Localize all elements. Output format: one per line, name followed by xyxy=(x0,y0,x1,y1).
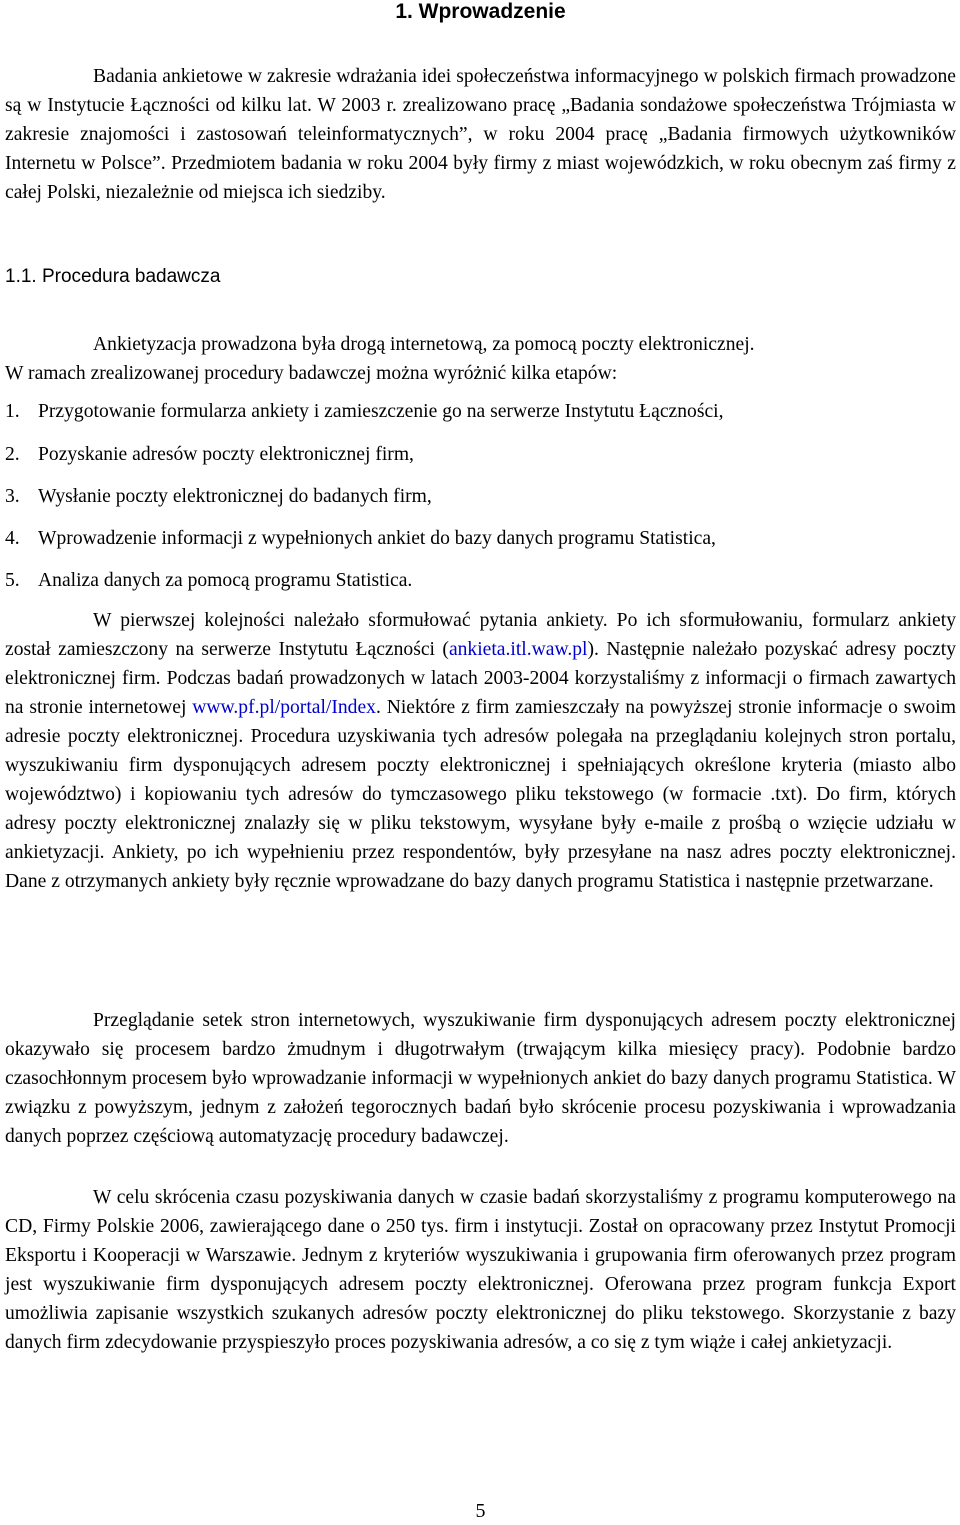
list-item-text: Analiza danych za pomocą programu Statistica. xyxy=(38,570,413,591)
procedure-line-1: Ankietyzacja prowadzona była drogą internetową, za pomocą poczty elektronicznej. xyxy=(93,334,755,355)
page-number: 5 xyxy=(475,1500,486,1522)
document-page xyxy=(5,0,956,1525)
list-item xyxy=(5,566,956,595)
list-item-text: Przygotowanie formularza ankiety i zamieszczenie go na serwerze Instytutu Łączności, xyxy=(38,401,724,422)
intro-paragraph: Badania ankietowe w zakresie wdrażania idei społeczeństwa informacyjnego w polskich firmach prowadzone są w Instytucie Łączności od kilku lat. W 2003 r. zrealizowano pracę „Badania sondażowe społeczeństwa Trójmiasta w zakresie znajomości i zastosowań teleinformatycznych”, w roku 2004 pracę „Badania firmowych użytkowników Internetu w Polsce”. Przedmiotem badania w roku 2004 były firmy z miast wojewódzkich, w roku obecnym zaś firmy z całej Polski, niezależnie od miejsca ich siedziby. xyxy=(5,66,956,203)
automation-paragraph: Przeglądanie setek stron internetowych, wyszukiwanie firm dysponujących adresem poczty elektronicznej okazywało się procesem bardzo żmudnym i długotrwałym (trwającym kilka miesięcy pracy). Podobnie bardzo czasochłonnym procesem było wprowadzanie informacji w wypełnionych ankiet do bazy danych programu Statistica. W związku z powyższym, jednym z założeń tegorocznych badań było skrócenie procesu pozyskiwania i wprowadzania danych poprzez częściową automatyzację procedury badawczej. xyxy=(5,1010,956,1147)
list-item-number: 3. xyxy=(5,486,20,507)
list-item-number: 5. xyxy=(5,570,20,591)
paragraph-text-part: W pierwszej kolejności należało sformułować pytania ankiety. Po ich sformułowaniu, formularz ankiety został zamieszczony na serwerze Instytutu Łączności ( xyxy=(5,610,956,660)
paragraph-text-part: ). Następnie należało pozyskać adresy poczty elektronicznej firm. Podczas badań prowadzonych w latach 2003-2004 korzystaliśmy z informacji o firmach zawartych na stronie internetowej xyxy=(5,639,956,718)
list-item-number: 1. xyxy=(5,401,20,422)
list-item xyxy=(5,524,956,553)
company-portal-link[interactable]: www.pf.pl/portal/Index xyxy=(192,697,376,718)
subsection-heading: 1.1. Procedura badawcza xyxy=(5,266,221,287)
cd-program-paragraph: W celu skrócenia czasu pozyskiwania danych w czasie badań skorzystaliśmy z programu komputerowego na CD, Firmy Polskie 2006, zawierającego dane o 250 tys. firm i instytucji. Został on opracowany przez Instytut Promocji Eksportu i Kooperacji w Warszawie. Jednym z kryteriów wyszukiwania i grupowania firm oferowanych przez program jest wyszukiwanie firm dysponujących adresem poczty elektronicznej. Oferowana przez program funkcja Export umożliwia zapisanie wszystkich szukanych adresów poczty elektronicznej do pliku tekstowego. Skorzystanie z bazy danych firm zdecydowanie przyspieszyło proces pozyskiwania adresów, a co się z tym wiąże i całej ankietyzacji. xyxy=(5,1187,956,1353)
list-item-text: Wprowadzenie informacji z wypełnionych ankiet do bazy danych programu Statistica, xyxy=(38,528,716,549)
list-item xyxy=(5,440,956,469)
procedure-description-paragraph xyxy=(5,606,956,896)
list-item-number: 2. xyxy=(5,444,20,465)
survey-server-link[interactable]: ankieta.itl.waw.pl xyxy=(448,639,588,660)
list-item xyxy=(5,397,956,426)
list-item-number: 4. xyxy=(5,528,20,549)
section-title: 1. Wprowadzenie xyxy=(395,0,566,23)
list-item xyxy=(5,482,956,511)
paragraph-text-part: . Niektóre z firm zamieszczały na powyższej stronie informacje o swoim adresie poczty elektronicznej. Procedura uzyskiwania tych adresów polegała na przeglądaniu kolejnych stron portalu, wyszukiwaniu firm dysponujących adresem poczty elektronicznej i spełniających określone kryteria (miasto albo województwo) i kopiowaniu tych adresów do tymczasowego pliku tekstowego (w formacie .txt). Do firm, których adresy poczty elektronicznej znalazły się w pliku tekstowym, wysyłane były e-maile z prośbą o wzięcie udziału w ankietyzacji. Ankiety, po ich wypełnieniu przez respondentów, były przesyłane na nasz adres poczty elektronicznej. Dane z otrzymanych ankiety były ręcznie wprowadzane do bazy danych programu Statistica i następnie przetwarzane. xyxy=(5,697,956,892)
list-item-text: Wysłanie poczty elektronicznej do badanych firm, xyxy=(38,486,432,507)
procedure-line-2: W ramach zrealizowanej procedury badawczej można wyróżnić kilka etapów: xyxy=(5,363,618,384)
list-item-text: Pozyskanie adresów poczty elektronicznej firm, xyxy=(38,444,414,465)
